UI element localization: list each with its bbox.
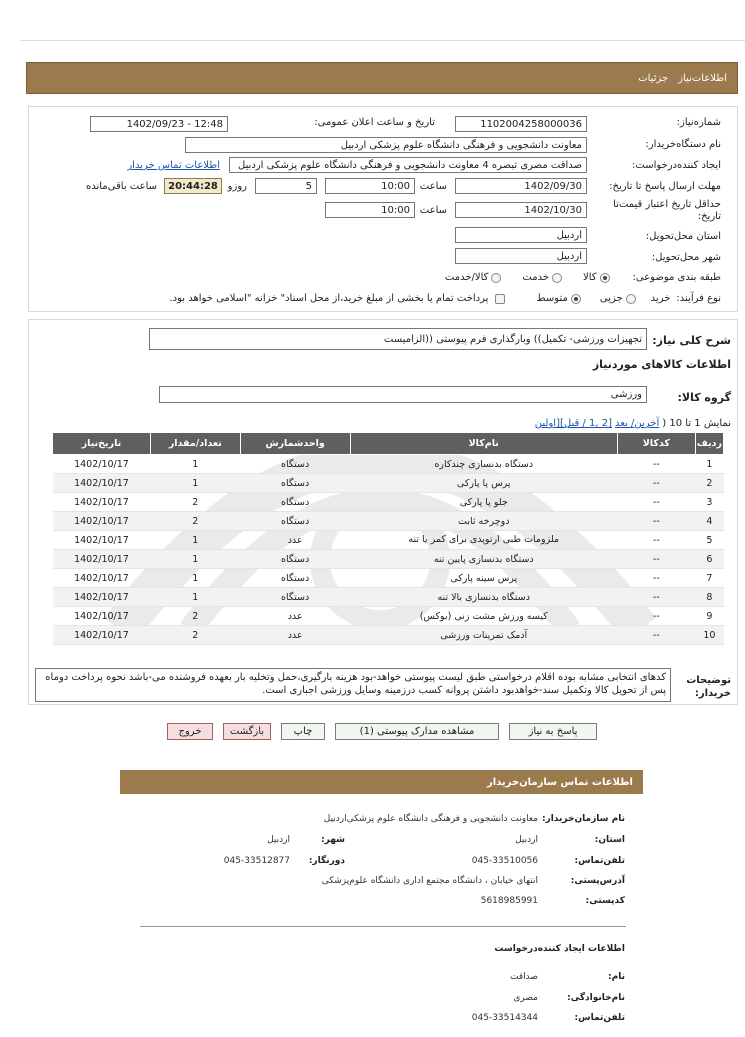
proc-buy-label: خرید [650, 293, 671, 304]
cat-goods-service-label: کالا/خدمت [444, 272, 489, 283]
cell-row: 5 [695, 531, 723, 550]
process-row [170, 293, 722, 304]
cell-unit: دستگاه [240, 474, 350, 493]
contact-fax-label: دورنگار: [308, 856, 345, 866]
contact-org-label: نام سازمان‌خریدار: [541, 814, 625, 824]
contact-postal-label: کدپستی: [585, 896, 625, 906]
back-button[interactable]: بازگشت [223, 723, 271, 740]
cell-code: -- [617, 550, 695, 569]
cell-row: 10 [695, 626, 723, 645]
creator-name: صداقت [509, 972, 538, 982]
pager-pages-link[interactable]: [2 ,1 / قبل][اولین [534, 418, 612, 429]
cell-name: دوچرخه ثابت [350, 512, 617, 531]
cell-code: -- [617, 512, 695, 531]
goods-table-body [53, 455, 724, 645]
cell-date: 1402/10/17 [53, 626, 151, 645]
contact-fax: 045-33512877 [223, 856, 290, 866]
buyer-org-label: نام دستگاه‌خریدار: [645, 139, 721, 150]
group-label: گروه کالا: [677, 391, 731, 404]
cell-code: -- [617, 493, 695, 512]
table-row [53, 569, 724, 588]
cell-code: -- [617, 626, 695, 645]
cell-qty: 2 [150, 493, 240, 512]
deadline-time-label: ساعت [419, 181, 447, 192]
contact-city-label: شهر: [321, 835, 345, 845]
buyer-contact-link[interactable]: اطلاعات تماس خریدار [127, 160, 220, 171]
table-row [53, 588, 724, 607]
col-date: تاریخ‌نیاز [53, 433, 151, 455]
cell-code: -- [617, 607, 695, 626]
notes-label: توضیحات خریدار: [686, 675, 731, 699]
table-row [53, 626, 724, 645]
creator-family: مصری [513, 993, 538, 1003]
table-row [53, 493, 724, 512]
radio-medium-icon[interactable] [571, 294, 581, 304]
cell-date: 1402/10/17 [53, 607, 151, 626]
contact-header: اطلاعات تماس سازمان‌خریدار [120, 770, 643, 794]
contact-divider [140, 926, 626, 927]
table-header-row [53, 433, 724, 455]
cell-code: -- [617, 588, 695, 607]
creator-phone-label: تلفن‌تماس: [574, 1013, 625, 1023]
col-name: نام‌کالا [350, 433, 617, 455]
cell-row: 8 [695, 588, 723, 607]
table-row [53, 474, 724, 493]
cell-date: 1402/10/17 [53, 531, 151, 550]
cell-code: -- [617, 531, 695, 550]
cell-unit: دستگاه [240, 493, 350, 512]
radio-goods-icon[interactable] [600, 273, 610, 283]
cell-name: دستگاه بدنسازی بالا تنه [350, 588, 617, 607]
pager-next-link[interactable]: آخرین/ بعد [615, 418, 660, 429]
cell-date: 1402/10/17 [53, 550, 151, 569]
cell-name: دستگاه بدنسازی پایین تنه [350, 550, 617, 569]
contact-province-label: استان: [594, 835, 625, 845]
cell-qty: 1 [150, 588, 240, 607]
cat-service-label: خدمت [522, 272, 549, 283]
contact-org: معاونت دانشجویی و فرهنگی دانشگاه علوم پزشکی‌اردبیل [323, 814, 538, 824]
group-field: ورزشی [159, 386, 647, 403]
cell-date: 1402/10/17 [53, 512, 151, 531]
cell-date: 1402/10/17 [53, 474, 151, 493]
cell-unit: عدد [240, 607, 350, 626]
creator-name-label: نام: [608, 972, 625, 982]
col-qty: تعداد/مقدار [150, 433, 240, 455]
cell-unit: عدد [240, 626, 350, 645]
cell-row: 1 [695, 455, 723, 474]
cell-row: 9 [695, 607, 723, 626]
cell-unit: دستگاه [240, 550, 350, 569]
top-divider [20, 40, 745, 41]
reply-button[interactable]: پاسخ به نیاز [509, 723, 597, 740]
cell-date: 1402/10/17 [53, 455, 151, 474]
tab-need-info[interactable]: اطلاعات‌نیاز [678, 72, 727, 84]
remaining-time-field: 20:44:28 [164, 178, 222, 194]
cell-date: 1402/10/17 [53, 588, 151, 607]
col-row: ردیف [695, 433, 723, 455]
validity-time-field: 10:00 [325, 202, 415, 218]
cell-qty: 2 [150, 626, 240, 645]
proc-medium-label: متوسط [536, 293, 568, 304]
cell-code: -- [617, 455, 695, 474]
page-header [26, 62, 738, 94]
payment-note: پرداخت تمام یا بخشی از مبلغ خرید،از محل اسناد" خزانه "اسلامی خواهد بود. [169, 293, 489, 304]
contact-address: انتهای خیابان ، دانشگاه مجتمع اداری دانشگاه علوم‌پزشکی [321, 876, 538, 886]
contact-address-label: آدرس‌پستی: [570, 876, 625, 886]
col-code: کدکالا [617, 433, 695, 455]
cell-name: پرس پا پارکی [350, 474, 617, 493]
contact-phone-label: تلفن‌تماس: [574, 856, 625, 866]
deadline-label: مهلت ارسال پاسخ تا تاریخ: [609, 181, 721, 192]
days-field: 5 [255, 178, 317, 194]
cell-name: دستگاه بدنسازی چندکاره [350, 455, 617, 474]
creator-family-label: نام‌خانوادگی: [567, 993, 625, 1003]
table-row [53, 455, 724, 474]
table-row [53, 531, 724, 550]
cell-date: 1402/10/17 [53, 569, 151, 588]
contact-province: اردبیل [515, 835, 538, 845]
attachments-button[interactable]: مشاهده مدارک پیوستی (1) [335, 723, 499, 740]
creator-phone: 045-33514344 [471, 1013, 538, 1023]
contact-phone: 045-33510056 [471, 856, 538, 866]
need-number-label: شماره‌نیاز: [676, 117, 721, 128]
cell-unit: دستگاه [240, 569, 350, 588]
creator-label: ایجاد کننده‌درخواست: [632, 160, 721, 171]
cell-name: آدمک تمرینات ورزشی [350, 626, 617, 645]
table-row [53, 512, 724, 531]
cell-qty: 1 [150, 550, 240, 569]
table-row [53, 607, 724, 626]
tab-details[interactable]: جزئیات [638, 72, 669, 84]
radio-goods-service-icon[interactable] [491, 273, 501, 283]
cell-date: 1402/10/17 [53, 493, 151, 512]
cell-row: 2 [695, 474, 723, 493]
contact-city: اردبیل [267, 835, 290, 845]
cell-row: 3 [695, 493, 723, 512]
cell-row: 4 [695, 512, 723, 531]
cell-qty: 2 [150, 512, 240, 531]
cell-qty: 1 [150, 474, 240, 493]
deadline-time-field: 10:00 [325, 178, 415, 194]
validity-label: حداقل تاریخ اعتبار قیمت‌تا تاریخ: [613, 199, 721, 222]
validity-time-label: ساعت [419, 205, 447, 216]
creator-field: صداقت مصری تبصره 4 معاونت دانشجویی و فرهنگی دانشگاه علوم پزشکی اردبیل [229, 157, 587, 173]
cell-qty: 1 [150, 455, 240, 474]
deadline-date-field: 1402/09/30 [455, 178, 587, 194]
notes-field: کدهای انتخابی مشابه بوده اقلام درخواستی طبق لیست پیوستی خواهد-بود هزینه بارگیری،حمل وتخلیه بار بعهده فروشنده می-باشد نحوه پرداخت دوماه پس از تحویل کالا وتکمیل سند-خواهدبود داشتن پروانه کسب درزمینه وسایل ورزشی اجباری است. [35, 668, 671, 702]
pager-prefix: نمایش 1 تا 10 ( [662, 418, 731, 429]
cell-row: 7 [695, 569, 723, 588]
proc-minor-label: جزیی [599, 293, 623, 304]
contact-postal: 5618985991 [480, 896, 538, 906]
goods-info-title: اطلاعات کالاهای موردنیاز [592, 358, 731, 371]
summary-field: تجهیزات ورزشی- تکمیل)) وبارگذاری فرم پیوستی ((الزامیست [149, 328, 647, 350]
cell-name: ملزومات طبی ارتوپدی برای کمر یا تنه [350, 531, 617, 550]
radio-minor-icon[interactable] [626, 294, 636, 304]
radio-service-icon[interactable] [552, 273, 562, 283]
cell-unit: دستگاه [240, 588, 350, 607]
treasury-checkbox-icon[interactable] [495, 294, 505, 304]
announce-label: تاریخ و ساعت اعلان عمومی: [314, 117, 435, 128]
cell-qty: 1 [150, 569, 240, 588]
cell-code: -- [617, 474, 695, 493]
cell-name: جلو پا پارکی [350, 493, 617, 512]
city-label: شهر محل‌تحویل: [651, 252, 721, 263]
process-label: نوع فرآیند: [676, 293, 721, 304]
province-field: اردبیل [455, 227, 587, 243]
need-number-field: 1102004258000036 [455, 116, 587, 132]
cell-unit: عدد [240, 531, 350, 550]
buyer-org-field: معاونت دانشجویی و فرهنگی دانشگاه علوم پزشکی اردبیل [185, 137, 587, 153]
cell-qty: 1 [150, 531, 240, 550]
category-label: طبقه بندی موضوعی: [632, 272, 721, 283]
remaining-label: ساعت باقی‌مانده [85, 181, 157, 192]
print-button[interactable]: چاپ [281, 723, 325, 740]
category-row [445, 272, 721, 283]
validity-date-field: 1402/10/30 [455, 202, 587, 218]
pager [535, 418, 731, 429]
cell-unit: دستگاه [240, 455, 350, 474]
cell-qty: 2 [150, 607, 240, 626]
exit-button[interactable]: خروج [167, 723, 213, 740]
cat-goods-label: کالا [583, 272, 597, 283]
table-row [53, 550, 724, 569]
city-field: اردبیل [455, 248, 587, 264]
province-label: استان محل‌تحویل: [645, 231, 721, 242]
cell-code: -- [617, 569, 695, 588]
creator-info-title: اطلاعات ایجاد کننده‌درخواست [494, 944, 625, 954]
cell-name: کیسه ورزش مشت زنی (بوکس) [350, 607, 617, 626]
goods-table [52, 432, 724, 645]
cell-unit: دستگاه [240, 512, 350, 531]
cell-row: 6 [695, 550, 723, 569]
col-unit: واحدشمارش [240, 433, 350, 455]
summary-label: شرح کلی نیاز: [652, 334, 731, 347]
days-label: روزو [227, 181, 247, 192]
cell-name: پرس سینه پارکی [350, 569, 617, 588]
announce-field: 1402/09/23 - 12:48 [90, 116, 228, 132]
